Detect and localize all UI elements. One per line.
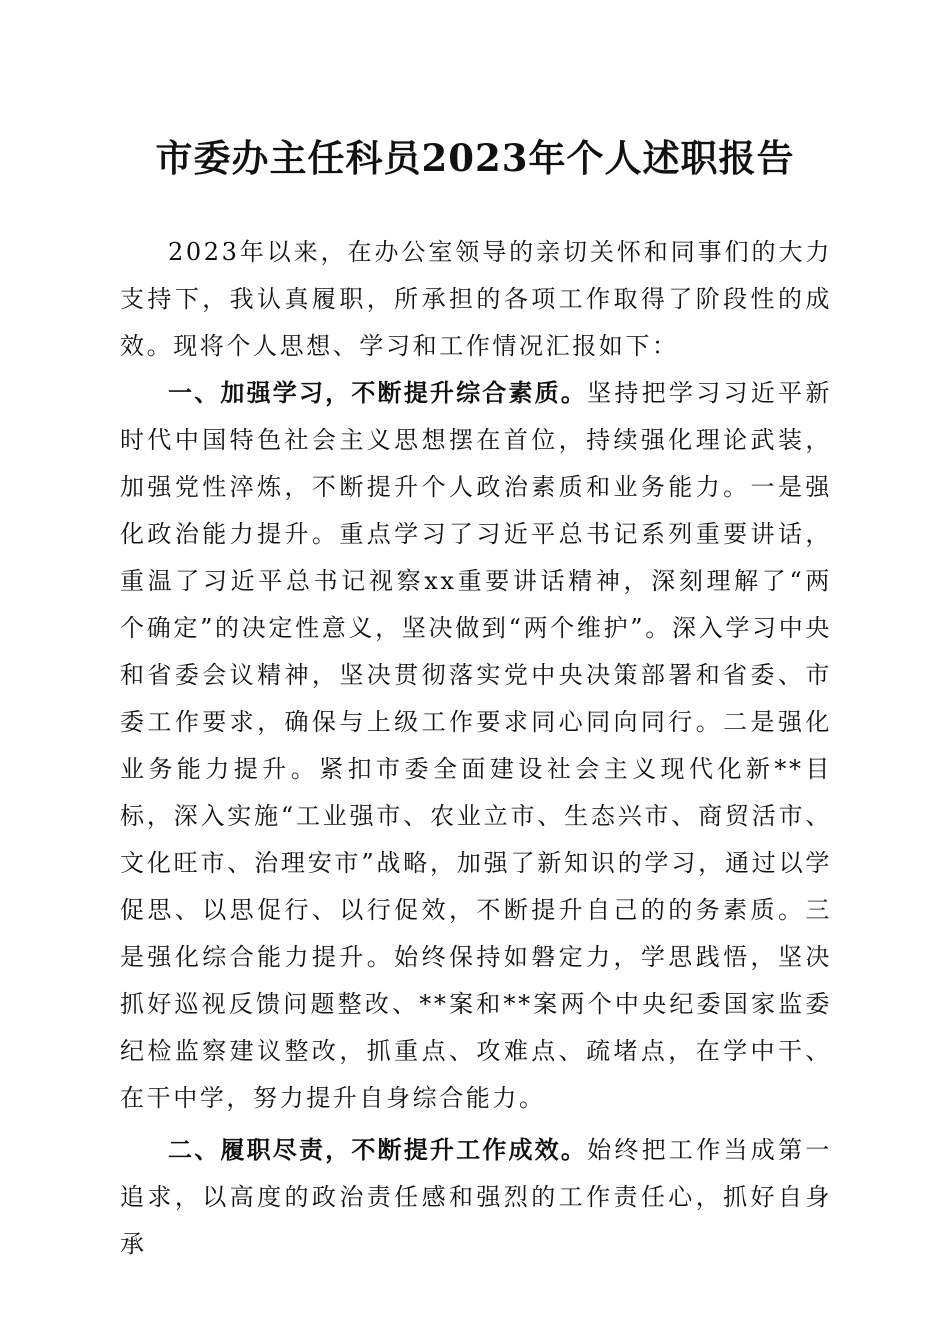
intro-paragraph — [120, 229, 832, 370]
paragraph-text: 始终把工作当成第一追求，以高度的政治责任感和强烈的工作责任心，抓好自身承 — [120, 1136, 832, 1258]
document-body — [120, 229, 832, 1268]
paragraph-text: 坚持把学习习近平新时代中国特色社会主义思想摆在首位，持续强化理论武装，加强党性淬炼，不断提升个人政治素质和业务能力。一是强化政治能力提升。重点学习了习近平总书记系列重要讲话，重温了习近平总书记视察xx重要讲话精神，深刻理解了“两个确定”的决定性意义，坚决做到“两个维护”。深入学习中央和省委会议精神，坚决贯彻落实党中央决策部署和省委、市委工作要求，确保与上级工作要求同心同向同行。二是强化业务能力提升。紧扣市委全面建设社会主义现代化新**目标，深入实施“工业强市、农业立市、生态兴市、商贸活市、文化旺市、治理安市”战略，加强了新知识的学习，通过以学促思、以思促行、以行促效，不断提升自己的的务素质。三是强化综合能力提升。始终保持如磐定力，学思践悟，坚决抓好巡视反馈问题整改、**案和**案两个中央纪委国家监委纪检监察建议整改，抓重点、攻难点、疏堵点，在学中干、在干中学，努力提升自身综合能力。 — [120, 379, 832, 1112]
section-1-heading: 一、加强学习，不断提升综合素质。 — [168, 379, 588, 407]
document-title: 市委办主任科员2023年个人述职报告 — [155, 136, 795, 180]
section-2-paragraph — [120, 1127, 832, 1268]
paragraph-text: 2023年以来，在办公室领导的亲切关怀和同事们的大力支持下，我认真履职，所承担的各项工作取得了阶段性的成效。现将个人思想、学习和工作情况汇报如下： — [120, 238, 832, 360]
section-1-paragraph — [120, 370, 832, 1122]
section-2-heading: 二、履职尽责，不断提升工作成效。 — [168, 1136, 588, 1164]
